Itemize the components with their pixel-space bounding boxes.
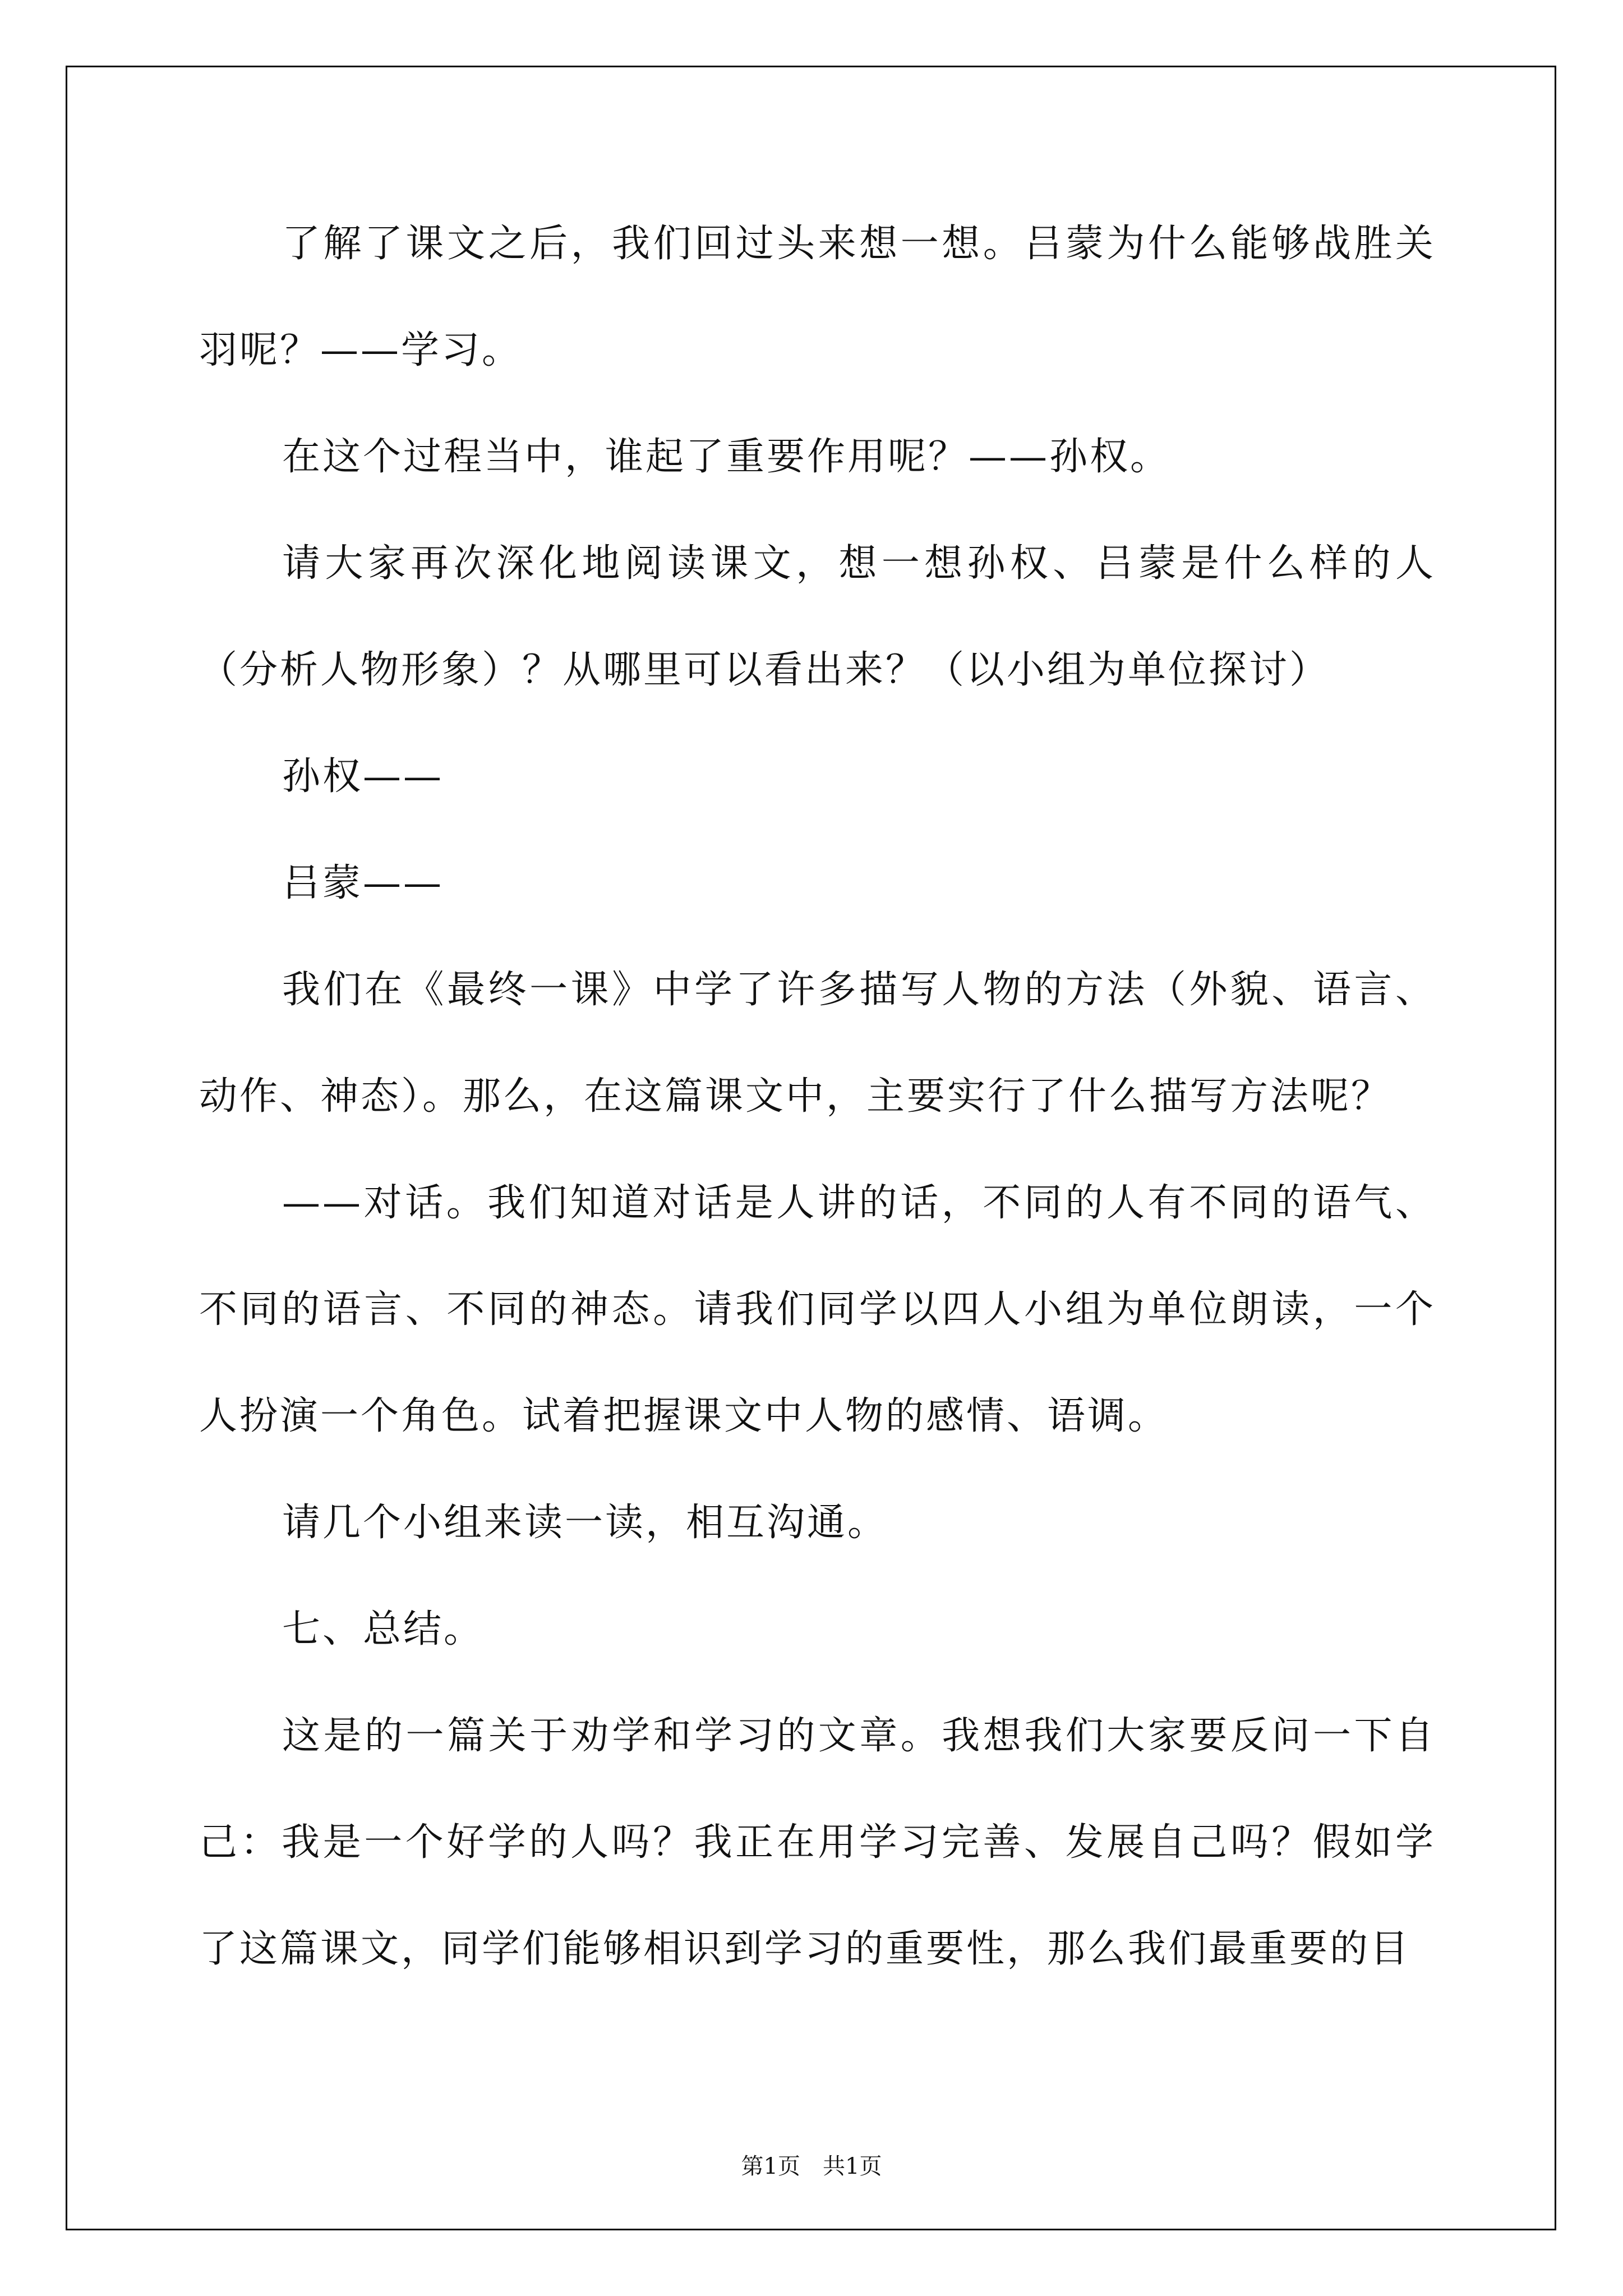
paragraph: 这是的一篇关于劝学和学习的文章。我想我们大家要反问一下自己：我是一个好学的人吗？我正在用学习完善、发展自己吗？假如学了这篇课文，同学们能够相识到学习的重要性，那么我们最重要的目 [199,1714,1436,1971]
section-heading: 七、总结。 [282,1607,485,1651]
paragraph: 我们在《最终一课》中学了许多描写人物的方法（外貌、语言、动作、神态）。那么，在这篇课文中，主要实行了什么描写方法呢？ [199,968,1436,1119]
paragraph: 吕蒙—— [282,861,444,905]
paragraph: 孙权—— [282,754,444,799]
paragraph: ——对话。我们知道对话是人讲的话，不同的人有不同的语气、不同的语言、不同的神态。请我们同学以四人小组为单位朗读，一个人扮演一个角色。试着把握课文中人物的感情、语调。 [199,1181,1436,1438]
document-body [199,191,1436,2003]
paragraph: 在这个过程当中，谁起了重要作用呢？——孙权。 [282,435,1171,479]
paragraph: 了解了课文之后，我们回过头来想一想。吕蒙为什么能够战胜关羽呢？——学习。 [199,222,1436,372]
paragraph: 请大家再次深化地阅读课文，想一想孙权、吕蒙是什么样的人（分析人物形象）？从哪里可以看出来？（以小组为单位探讨） [199,541,1436,692]
page-footer: 第1页 共1页 [741,2154,882,2179]
paragraph: 请几个小组来读一读，相互沟通。 [282,1501,888,1545]
